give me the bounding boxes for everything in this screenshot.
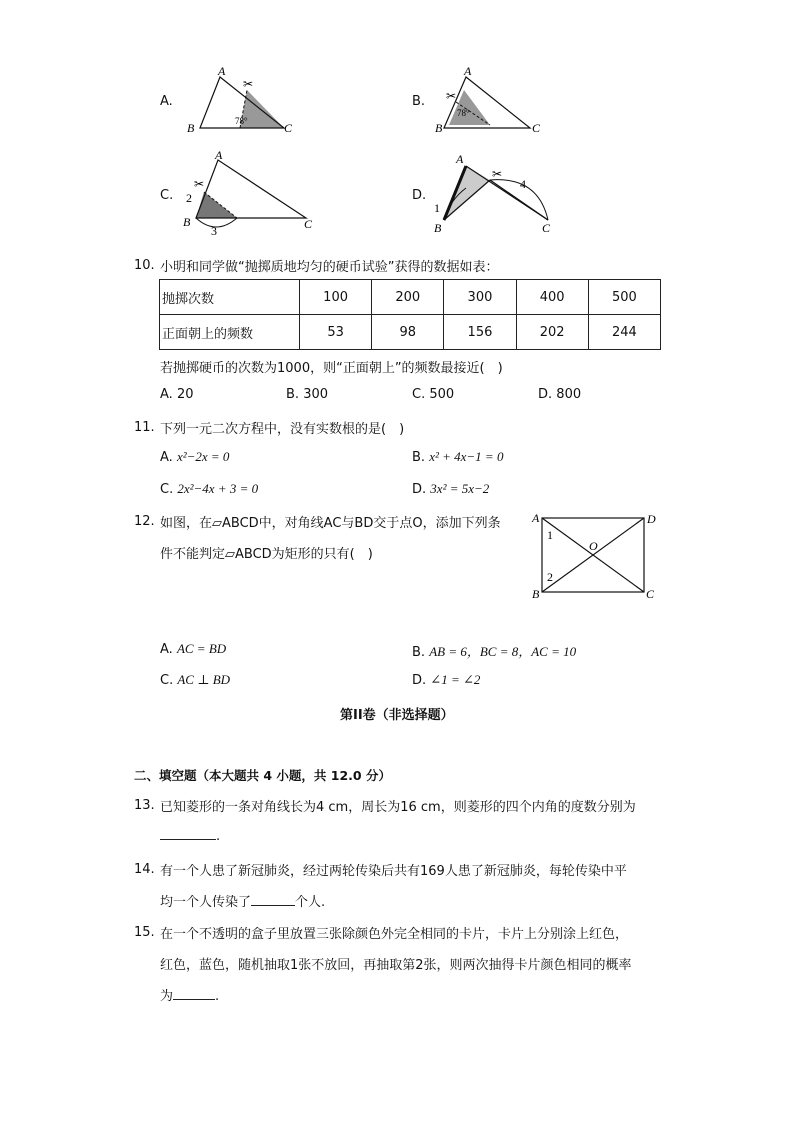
q14-line1: 有一个人患了新冠肺炎，经过两轮传染后共有169人患了新冠肺炎，每轮传染中平 [160,864,627,879]
answer-blank [160,827,216,840]
option-label: D. [412,673,427,688]
q10-table [159,279,661,350]
option-label: B. [286,387,300,402]
shaded-region [196,192,237,218]
text: 个人. [295,895,326,910]
q10-option-b [286,387,328,402]
q9-option-c-figure [180,148,320,238]
angle-label: 78° [235,116,248,126]
table-cell: 100 [300,280,372,315]
option-label: B. [412,645,426,660]
q10-stem: 小明和同学做“抛掷质地均匀的硬币试验”获得的数据如表： [160,260,499,275]
option-text: x² + 4x−1 = 0 [429,449,504,464]
side-label-3: 3 [211,224,217,238]
option-text: AC = BD [176,641,227,656]
q9-option-d-figure [430,148,570,238]
table-row [160,280,661,315]
option-text: 3x² = 5x−2 [430,481,490,496]
table-cell: 500 [588,280,660,315]
q13-number: 13. [134,798,155,813]
table-cell: 200 [372,280,444,315]
option-label: C. [412,387,426,402]
q11-stem: 下列一元二次方程中，没有实数根的是( ) [160,422,405,437]
q13-line1: 已知菱形的一条对角线长为4 cm，周长为16 cm，则菱形的四个内角的度数分别为 [160,800,636,815]
angle-label: 78° [457,108,470,118]
q9-option-a-label: A. [160,94,173,109]
q15-number: 15. [134,925,155,940]
option-text: AB = 6，BC = 8，AC = 10 [429,644,577,659]
q10-option-c [412,387,454,402]
q12-line1: 如图，在▱ABCD中，对角线AC与BD交于点O，添加下列条 [160,516,501,531]
q12-parallelogram-figure [528,508,668,604]
vertex-b: B [435,121,443,135]
table-row [160,315,661,350]
vertex-d: D [647,512,656,526]
center-o: O [589,539,598,553]
q15-line3 [160,985,219,1004]
table-cell: 156 [444,315,516,350]
q10-question: 若抛掷硬币的次数为1000，则“正面朝上”的频数最接近( ) [160,361,503,376]
table-cell: 300 [444,280,516,315]
vertex-c: C [646,587,655,601]
q11-option-c [160,481,258,497]
scissors-icon: ✂ [446,89,457,103]
shaded-region [444,166,490,220]
vertex-b: B [532,587,540,601]
q13-line2 [160,827,220,844]
vertex-a: A [215,148,223,162]
vertex-b: B [183,215,191,229]
vertex-c: C [542,221,551,235]
option-label: A. [160,387,173,402]
option-label: A. [160,450,173,465]
q12-option-b [412,641,576,660]
q12-line2: 件不能判定▱ABCD为矩形的只有( ) [160,547,373,562]
q9-option-b-figure [432,62,552,142]
option-label: A. [160,642,173,657]
side-label-4: 4 [520,177,526,191]
table-cell: 400 [516,280,588,315]
option-label: D. [538,387,553,402]
vertex-a: A [456,152,464,166]
q15-line1: 在一个不透明的盒子里放置三张除颜色外完全相同的卡片，卡片上分别涂上红色， [160,927,629,942]
vertex-a: A [464,64,472,78]
option-text: 300 [303,387,329,402]
vertex-a: A [532,511,540,525]
option-text: 800 [556,387,582,402]
q9-option-a-figure [180,62,300,142]
q15-line2: 红色，蓝色，随机抽取1张不放回，再抽取第2张，则两次抽得卡片颜色相同的概率 [160,958,632,973]
angle-2-label: 2 [547,570,553,584]
period: . [216,829,221,844]
q12-option-d [412,672,480,688]
q10-option-a [160,387,193,402]
text: 均一个人传染了 [160,895,252,910]
scissors-icon: ✂ [492,167,503,181]
q11-option-d [412,481,489,497]
table-cell: 53 [300,315,372,350]
side-label-1: 1 [434,201,440,215]
vertex-c: C [284,121,293,135]
q11-option-a [160,449,229,465]
q11-option-b [412,449,503,465]
q9-option-b-label: B. [412,94,426,109]
option-text: 500 [429,387,455,402]
option-text: 20 [176,387,194,402]
q12-option-c [160,672,230,688]
part2-title: 第II卷（非选择题） [340,708,454,723]
q11-number: 11. [134,420,155,435]
q12-number: 12. [134,514,155,529]
option-text: ∠1 = ∠2 [430,672,481,687]
option-label: C. [160,673,174,688]
answer-blank [173,987,215,1000]
q9-option-c-label: C. [160,188,174,203]
side-c [490,180,548,220]
q10-number: 10. [134,258,155,273]
vertex-b: B [187,121,195,135]
vertex-c: C [304,217,313,231]
option-text: AC ⊥ BD [177,672,231,687]
vertex-c: C [532,121,541,135]
answer-blank [251,893,295,906]
option-text: 2x²−4x + 3 = 0 [177,481,259,496]
q9-option-d-label: D. [412,188,427,203]
angle-1-label: 1 [547,528,553,542]
option-label: D. [412,482,427,497]
side-label-2: 2 [186,191,192,205]
section-fill-in-blank: 二、填空题（本大题共 4 小题，共 12.0 分） [134,768,391,783]
text: 为 [160,989,174,1004]
option-label: B. [412,450,426,465]
q12-option-a [160,641,226,657]
table-header-throws: 抛掷次数 [160,280,300,315]
table-cell: 98 [372,315,444,350]
scissors-icon: ✂ [243,77,254,91]
table-cell: 244 [588,315,660,350]
table-header-heads: 正面朝上的频数 [160,315,300,350]
option-text: x²−2x = 0 [176,449,230,464]
vertex-a: A [218,64,226,78]
q10-option-d [538,387,581,402]
text: . [215,989,220,1004]
scissors-icon: ✂ [194,177,205,191]
vertex-b: B [434,221,442,235]
table-cell: 202 [516,315,588,350]
option-label: C. [160,482,174,497]
q14-line2 [160,891,325,910]
q14-number: 14. [134,862,155,877]
